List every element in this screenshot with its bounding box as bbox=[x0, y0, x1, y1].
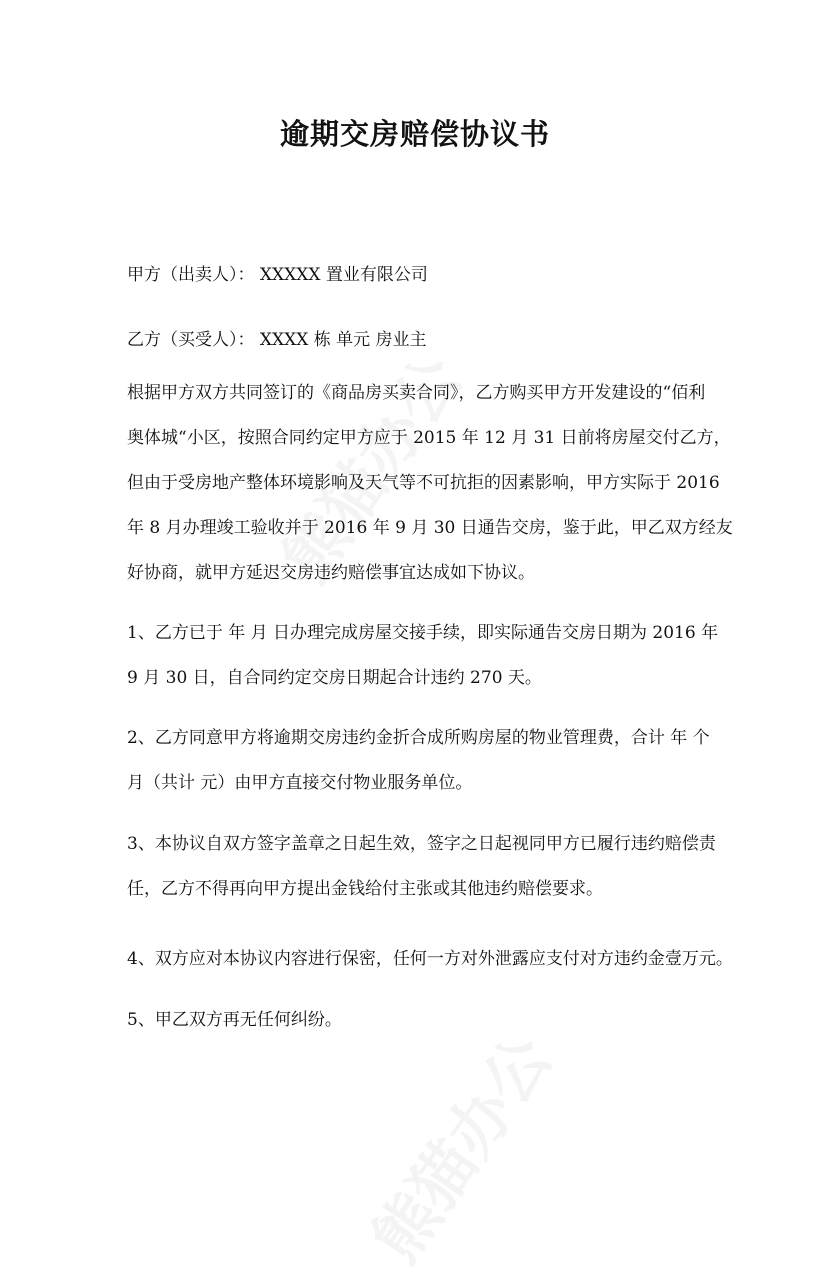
watermark-text bbox=[347, 1015, 569, 1277]
party-a-line: 甲方（出卖人）： XXXXX 置业有限公司 bbox=[127, 265, 428, 285]
paragraph-line: 任，乙方不得再向甲方提出金钱给付主张或其他违约赔偿要求。 bbox=[127, 879, 603, 899]
paragraph-line: 9 月 30 日，自合同约定交房日期起合计违约 270 天。 bbox=[127, 668, 542, 688]
paragraph-line: 但由于受房地产整体环境影响及天气等不可抗拒的因素影响，甲方实际于 2016 bbox=[127, 473, 720, 493]
clause-4: 4、双方应对本协议内容进行保密，任何一方对外泄露应支付对方违约金壹万元。 bbox=[127, 949, 733, 969]
paragraph-line: 2、乙方同意甲方将逾期交房违约金折合成所购房屋的物业管理费，合计 年 个 bbox=[127, 728, 710, 748]
paragraph-line: 月（共计 元）由甲方直接交付物业服务单位。 bbox=[127, 773, 473, 793]
clause-2 bbox=[127, 716, 709, 806]
paragraph-line: 3、本协议自双方签字盖章之日起生效，签字之日起视同甲方已履行违约赔偿责 bbox=[127, 834, 716, 854]
paragraph-line: 奥体城“小区，按照合同约定甲方应于 2015 年 12 月 31 日前将房屋交付乙方， bbox=[127, 428, 731, 448]
clause-1 bbox=[127, 611, 719, 701]
paragraph-line: 好协商，就甲方延迟交房违约赔偿事宜达成如下协议。 bbox=[127, 563, 535, 583]
clause-5: 5、甲乙双方再无任何纠纷。 bbox=[127, 1010, 342, 1030]
party-b-line: 乙方（买受人）： XXXX 栋 单元 房业主 bbox=[127, 330, 427, 350]
paragraph-line: 年 8 月办理竣工验收并于 2016 年 9 月 30 日通告交房，鉴于此，甲乙双方经友 bbox=[127, 518, 733, 538]
clause-3 bbox=[127, 822, 716, 912]
paragraph-line: 1、乙方已于 年 月 日办理完成房屋交接手续，即实际通告交房日期为 2016 年 bbox=[127, 623, 719, 643]
paragraph-line: 根据甲方双方共同签订的《商品房买卖合同》，乙方购买甲方开发建设的“佰利 bbox=[127, 383, 706, 403]
document-title: 逾期交房赔偿协议书 bbox=[279, 117, 550, 151]
intro-paragraph bbox=[127, 371, 733, 596]
